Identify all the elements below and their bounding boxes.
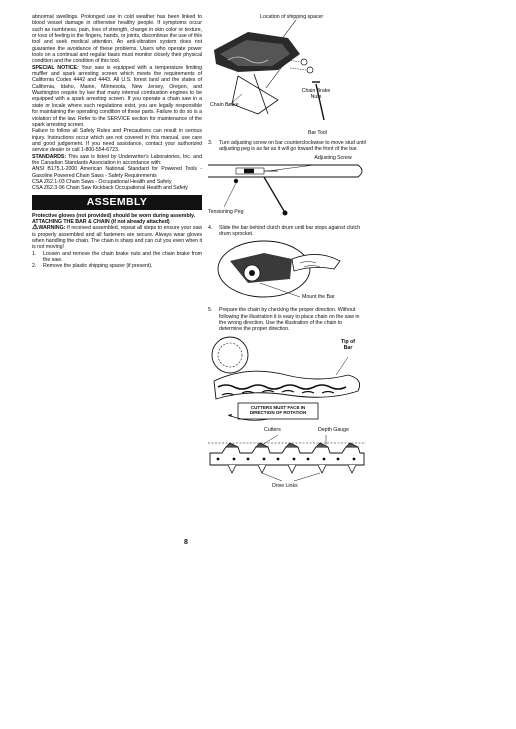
warning-text: If received assembled, repeat all steps to ensure your saw is properly assembled and all fasteners are secure. Always wear gloves when handling the chain. The chain is sharp and can cut you even when it is not moving! (32, 225, 202, 251)
warning-paragraph (32, 225, 202, 250)
label-shipping-spacer: Location of shipping spacer (260, 14, 324, 20)
special-notice-text: Your saw is equipped with a temperature limiting muffler and spark arresting screen which meets the requirements of California Codes 4442 and 4443. All U.S. forest land and the states of California, Idaho, Maine, Minnesota, New Jersey, Oregon, and Washington require by law that many internal combustion engines to be equipped with a spark arresting screen. If you operate a chain saw in a state or locale where such regulations exist, you are legally responsible for maintaining the operating condition of these parts. Failure to do so is a violation of the law. Refer to the SERVICE section for maintenance of the spark arresting screen. (32, 64, 202, 128)
step-text: Slide the bar behind clutch drum until bar stops against clutch drum sprocket. (219, 224, 361, 238)
figure-mount-bar (208, 239, 366, 303)
attaching-heading: ATTACHING THE BAR & CHAIN (if not already attached) (32, 218, 170, 225)
standard-ansi: ANSI B175.1-2000 American National Standard for Powered Tools - Gasoline Powered Chain Saws - Safety Requirements (32, 166, 202, 179)
step-number: 3. (208, 140, 213, 146)
label-bar-tool: Bar Tool (308, 130, 327, 136)
step-1 (32, 251, 202, 264)
chain-brake-illustration (208, 14, 366, 138)
step-5 (208, 307, 366, 332)
standard-csa-2: CSA Z62.3-96 Chain Saw Kickback Occupational Health and Safety (32, 185, 188, 192)
label-adjusting-screw: Adjusting Screw (314, 154, 352, 161)
step-number: 1. (32, 250, 37, 257)
standards-heading: STANDARDS: (32, 153, 67, 160)
paragraph-standards (32, 154, 202, 167)
figure-chain-brake (208, 14, 366, 138)
left-column (32, 14, 202, 270)
label-mount-bar: Mount the Bar (302, 294, 335, 301)
label-brake-nuts: Chain Brake Nuts (301, 88, 331, 100)
gloves-note: Protective gloves (not provided) should be worn during assembly. (32, 212, 195, 219)
step-number: 4. (208, 224, 213, 231)
label-drive-links: Drive Links (272, 482, 298, 489)
step-3 (208, 140, 366, 153)
step-text: Loosen and remove the chain brake nuts and the chain brake from the saw. (43, 250, 202, 264)
standards-text: This saw is listed by Underwriter's Laboratories, Inc. and the Canadian Standards Association in accordance with: (32, 153, 202, 166)
paragraph-special-notice (32, 65, 202, 128)
page-number: 8 (184, 539, 188, 546)
label-tensioning-peg: Tensioning Peg (208, 208, 244, 215)
right-column (208, 14, 366, 489)
label-chain-brake: Chain Brake (210, 102, 239, 108)
chain-parts-illustration (208, 427, 366, 489)
step-2 (32, 263, 202, 269)
assembly-banner: ASSEMBLY (32, 195, 202, 210)
step-text: Remove the plastic shipping spacer (if present). (43, 263, 153, 270)
label-depth-gauge: Depth Gauge (318, 426, 349, 433)
mount-bar-illustration (208, 239, 366, 303)
paragraph-vibration: abnormal swellings. Prolonged use in cold weather has been linked to blood vessel damage in otherwise healthy people. If symptoms occur such as numbness, pain, loss of strength, change in skin color or texture, or loss of feeling in the fingers, hands, or joints, discontinue the use of this tool and seek medical attention. An anti-vibration system does not guarantee the avoidance of these problems. Users who operate power tools on a continual and regular basis must monitor closely their physical condition and the condition of this tool. (32, 14, 202, 65)
special-notice-heading: SPECIAL NOTICE: (32, 64, 79, 71)
step-number: 2. (32, 263, 37, 270)
step-4 (208, 225, 366, 238)
standard-csa-1: CSA Z62.1-03 Chain Saws - Occupational Health and Safety (32, 178, 172, 185)
label-cutters-direction: CUTTERS MUST FACE IN DIRECTION OF ROTATION (249, 404, 307, 416)
paragraph-safety-rules: Failure to follow all Safety Rules and Precautions can result in serious injury. Instructions occur which are not covered in this manual, use care and good judgement. If you need assistance, contact your authorized service dealer or call 1-800-554-6723. (32, 128, 202, 154)
figure-chain-parts (208, 427, 366, 489)
step-text: Prepare the chain by checking the proper direction. Without following the illustration it is easy to place chain on the saw in the wrong direction. Use the illustration of the chain to determine the proper direction. (219, 307, 360, 333)
step-text: Turn adjusting screw on bar counterclockwise to move stud until adjusting peg is as far as it will go toward the front of the bar. (219, 140, 366, 153)
label-cutters: Cutters (264, 426, 281, 433)
figure-chain-direction (208, 335, 366, 425)
warning-icon: ⚠ (32, 224, 39, 232)
figure-adjusting-screw (208, 155, 366, 223)
warning-label: WARNING: (38, 225, 66, 232)
step-number: 5. (208, 307, 213, 314)
label-tip-of-bar: Tip of Bar (340, 338, 356, 351)
